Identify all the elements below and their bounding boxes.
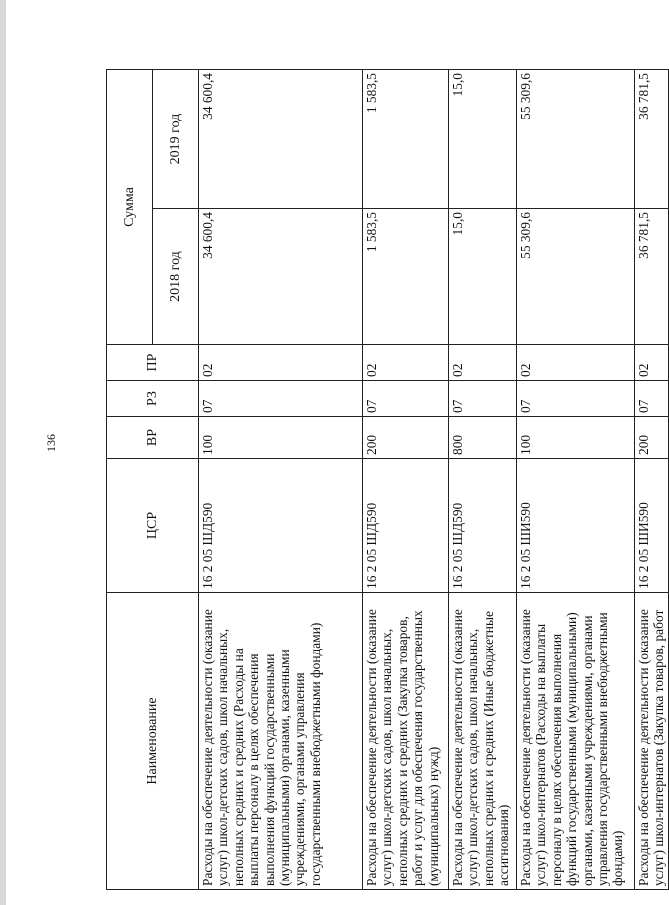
- row-pr: 02: [635, 345, 669, 381]
- header-csr: ЦСР: [107, 459, 199, 593]
- row-sum-2019: 15,0: [449, 70, 517, 209]
- page-number: 136: [44, 434, 58, 452]
- header-pr: ПР: [107, 345, 199, 381]
- row-rz: 07: [635, 381, 669, 417]
- row-pr: 02: [363, 345, 449, 381]
- row-rz: 07: [199, 381, 363, 417]
- row-rz: 07: [449, 381, 517, 417]
- row-vr: 100: [199, 417, 363, 459]
- row-pr: 02: [199, 345, 363, 381]
- row-vr: 100: [517, 417, 635, 459]
- header-row: [107, 70, 153, 890]
- row-pr: 02: [449, 345, 517, 381]
- row-sum-2018: 34 600,4: [199, 209, 363, 345]
- budget-table: [106, 69, 669, 890]
- header-name: Наименование: [107, 593, 199, 890]
- row-name: Расходы на обеспечение деятельности (оказание услуг) школ-детских садов, школ начальных, неполных средних и средних (Расходы на выплаты персоналу в целях обеспечения выполнения функций государственными (муниципальными) органами, казенными учреждениями, органами управления государственными внебюджетными фондами): [199, 593, 363, 890]
- row-sum-2019: 1 583,5: [363, 70, 449, 209]
- row-vr: 200: [635, 417, 669, 459]
- row-rz: 07: [517, 381, 635, 417]
- row-sum-2018: 36 781,5: [635, 209, 669, 345]
- row-name: Расходы на обеспечение деятельности (оказание услуг) школ-интернатов (Закупка товаров, работ: [635, 593, 669, 890]
- row-sum-2019: 36 781,5: [635, 70, 669, 209]
- table-row: [449, 70, 517, 890]
- scan-edge-shadow: [0, 0, 6, 905]
- table-row: [635, 70, 669, 890]
- header-sum: Сумма: [107, 70, 153, 345]
- row-sum-2018: 55 309,6: [517, 209, 635, 345]
- header-rz: РЗ: [107, 381, 199, 417]
- header-year-2018: 2018 год: [153, 209, 199, 345]
- row-rz: 07: [363, 381, 449, 417]
- table-row: [517, 70, 635, 890]
- table-row: [199, 70, 363, 890]
- row-sum-2019: 34 600,4: [199, 70, 363, 209]
- row-sum-2018: 1 583,5: [363, 209, 449, 345]
- header-year-2019: 2019 год: [153, 70, 199, 209]
- row-csr: 16 2 05 ШД590: [199, 459, 363, 593]
- row-sum-2019: 55 309,6: [517, 70, 635, 209]
- table-row: [363, 70, 449, 890]
- row-sum-2018: 15,0: [449, 209, 517, 345]
- header-vr: ВР: [107, 417, 199, 459]
- row-csr: 16 2 05 ШИ590: [635, 459, 669, 593]
- row-csr: 16 2 05 ШД590: [449, 459, 517, 593]
- row-csr: 16 2 05 ШИ590: [517, 459, 635, 593]
- row-vr: 200: [363, 417, 449, 459]
- row-name: Расходы на обеспечение деятельности (оказание услуг) школ-детских садов, школ начальных, неполных средних и средних (Иные бюджетные ассигнования): [449, 593, 517, 890]
- row-name: Расходы на обеспечение деятельности (оказание услуг) школ-детских садов, школ начальных, неполных средних и средних (Закупка товаров, работ и услуг для обеспечения государственных (муниципальных) нужд): [363, 593, 449, 890]
- row-csr: 16 2 05 ШД590: [363, 459, 449, 593]
- rotated-table-wrapper: [106, 70, 667, 890]
- row-name: Расходы на обеспечение деятельности (оказание услуг) школ-интернатов (Расходы на выплаты персоналу в целях обеспечения выполнения функций государственными (муниципальными) органами, казенными учреждениями, органами управления государственными внебюджетными фондами): [517, 593, 635, 890]
- row-pr: 02: [517, 345, 635, 381]
- row-vr: 800: [449, 417, 517, 459]
